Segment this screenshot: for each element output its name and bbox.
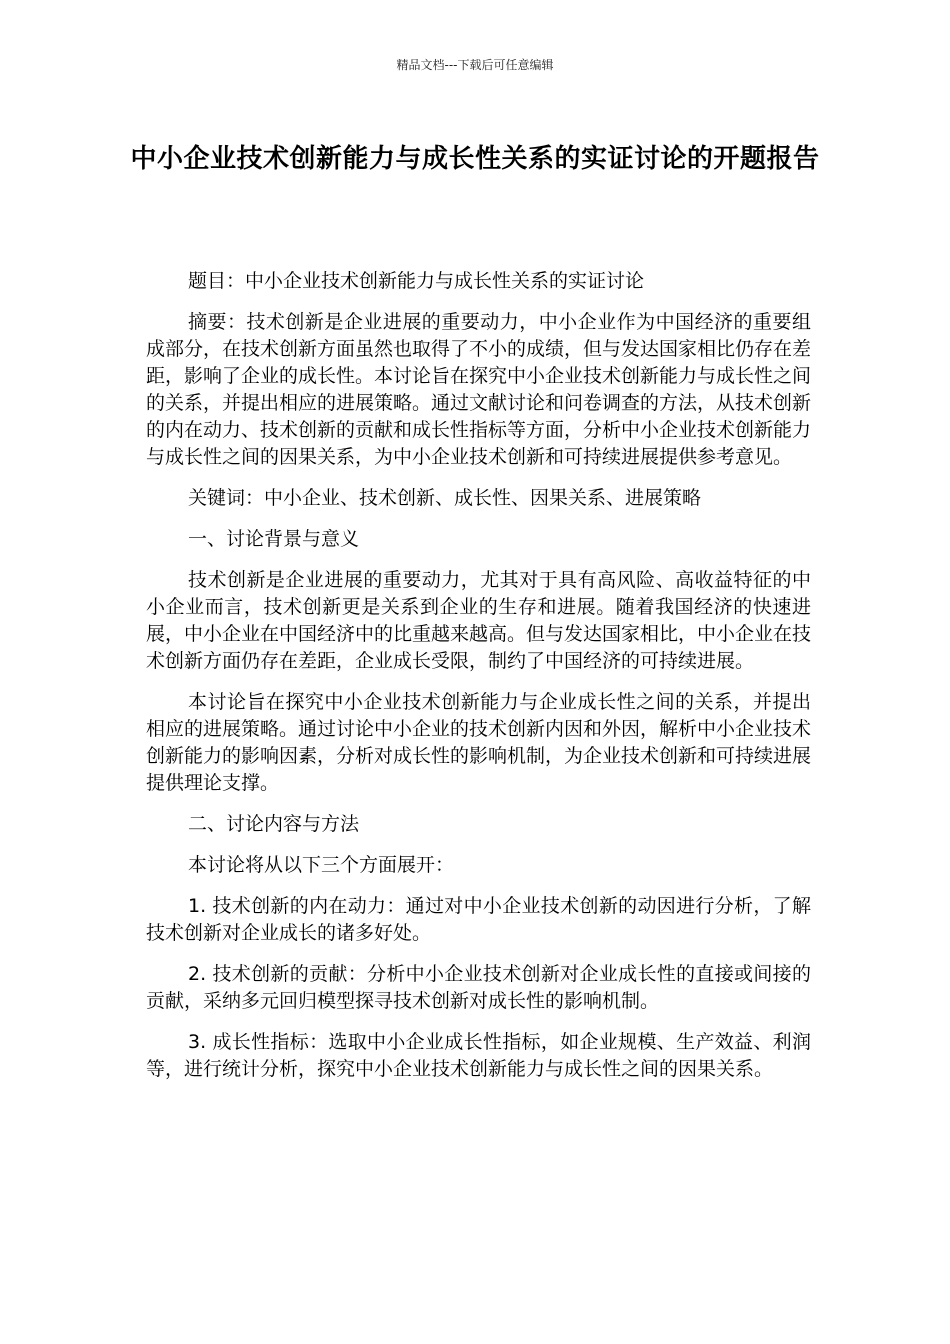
document-title: 中小企业技术创新能力与成长性关系的实证讨论的开题报告 xyxy=(130,144,820,174)
list-item-1: 1. 技术创新的内在动力：通过对中小企业技术创新的动因进行分析，了解技术创新对企业成长的诸多好处。 xyxy=(146,895,811,944)
section-heading-background: 一、讨论背景与意义 xyxy=(188,528,360,550)
header-note: 精品文档---下载后可任意编辑 xyxy=(396,58,554,72)
background-paragraph-1: 技术创新是企业进展的重要动力，尤其对于具有高风险、高收益特征的中小企业而言，技术创新更是关系到企业的生存和进展。随着我国经济的快速进展，中小企业在中国经济中的比重越来越高。但与发达国家相比，中小企业在技术创新方面仍存在差距，企业成长受限，制约了中国经济的可持续进展。 xyxy=(146,569,812,672)
abstract-paragraph: 摘要：技术创新是企业进展的重要动力，中小企业作为中国经济的重要组成部分，在技术创新方面虽然也取得了不小的成绩，但与发达国家相比仍存在差距，影响了企业的成长性。本讨论旨在探究中小企业技术创新能力与成长性之间的关系，并提出相应的进展策略。通过文献讨论和问卷调查的方法，从技术创新的内在动力、技术创新的贡献和成长性指标等方面，分析中小企业技术创新能力与成长性之间的因果关系，为中小企业技术创新和可持续进展提供参考意见。 xyxy=(146,311,812,468)
document-body xyxy=(146,268,811,1097)
list-item-3: 3. 成长性指标：选取中小企业成长性指标，如企业规模、生产效益、利润等，进行统计分析，探究中小企业技术创新能力与成长性之间的因果关系。 xyxy=(146,1031,811,1080)
background-paragraph-2: 本讨论旨在探究中小企业技术创新能力与企业成长性之间的关系，并提出相应的进展策略。通过讨论中小企业的技术创新内因和外因，解析中小企业技术创新能力的影响因素，分析对成长性的影响机制，为企业技术创新和可持续进展提供理论支撑。 xyxy=(146,691,812,794)
section-heading-content-method: 二、讨论内容与方法 xyxy=(188,813,360,835)
content-intro-paragraph: 本讨论将从以下三个方面展开： xyxy=(188,854,455,876)
topic-paragraph: 题目：中小企业技术创新能力与成长性关系的实证讨论 xyxy=(188,270,645,292)
keywords-paragraph: 关键词：中小企业、技术创新、成长性、因果关系、进展策略 xyxy=(188,487,702,509)
list-item-2: 2. 技术创新的贡献：分析中小企业技术创新对企业成长性的直接或间接的贡献，采纳多元回归模型探寻技术创新对成长性的影响机制。 xyxy=(146,963,811,1012)
